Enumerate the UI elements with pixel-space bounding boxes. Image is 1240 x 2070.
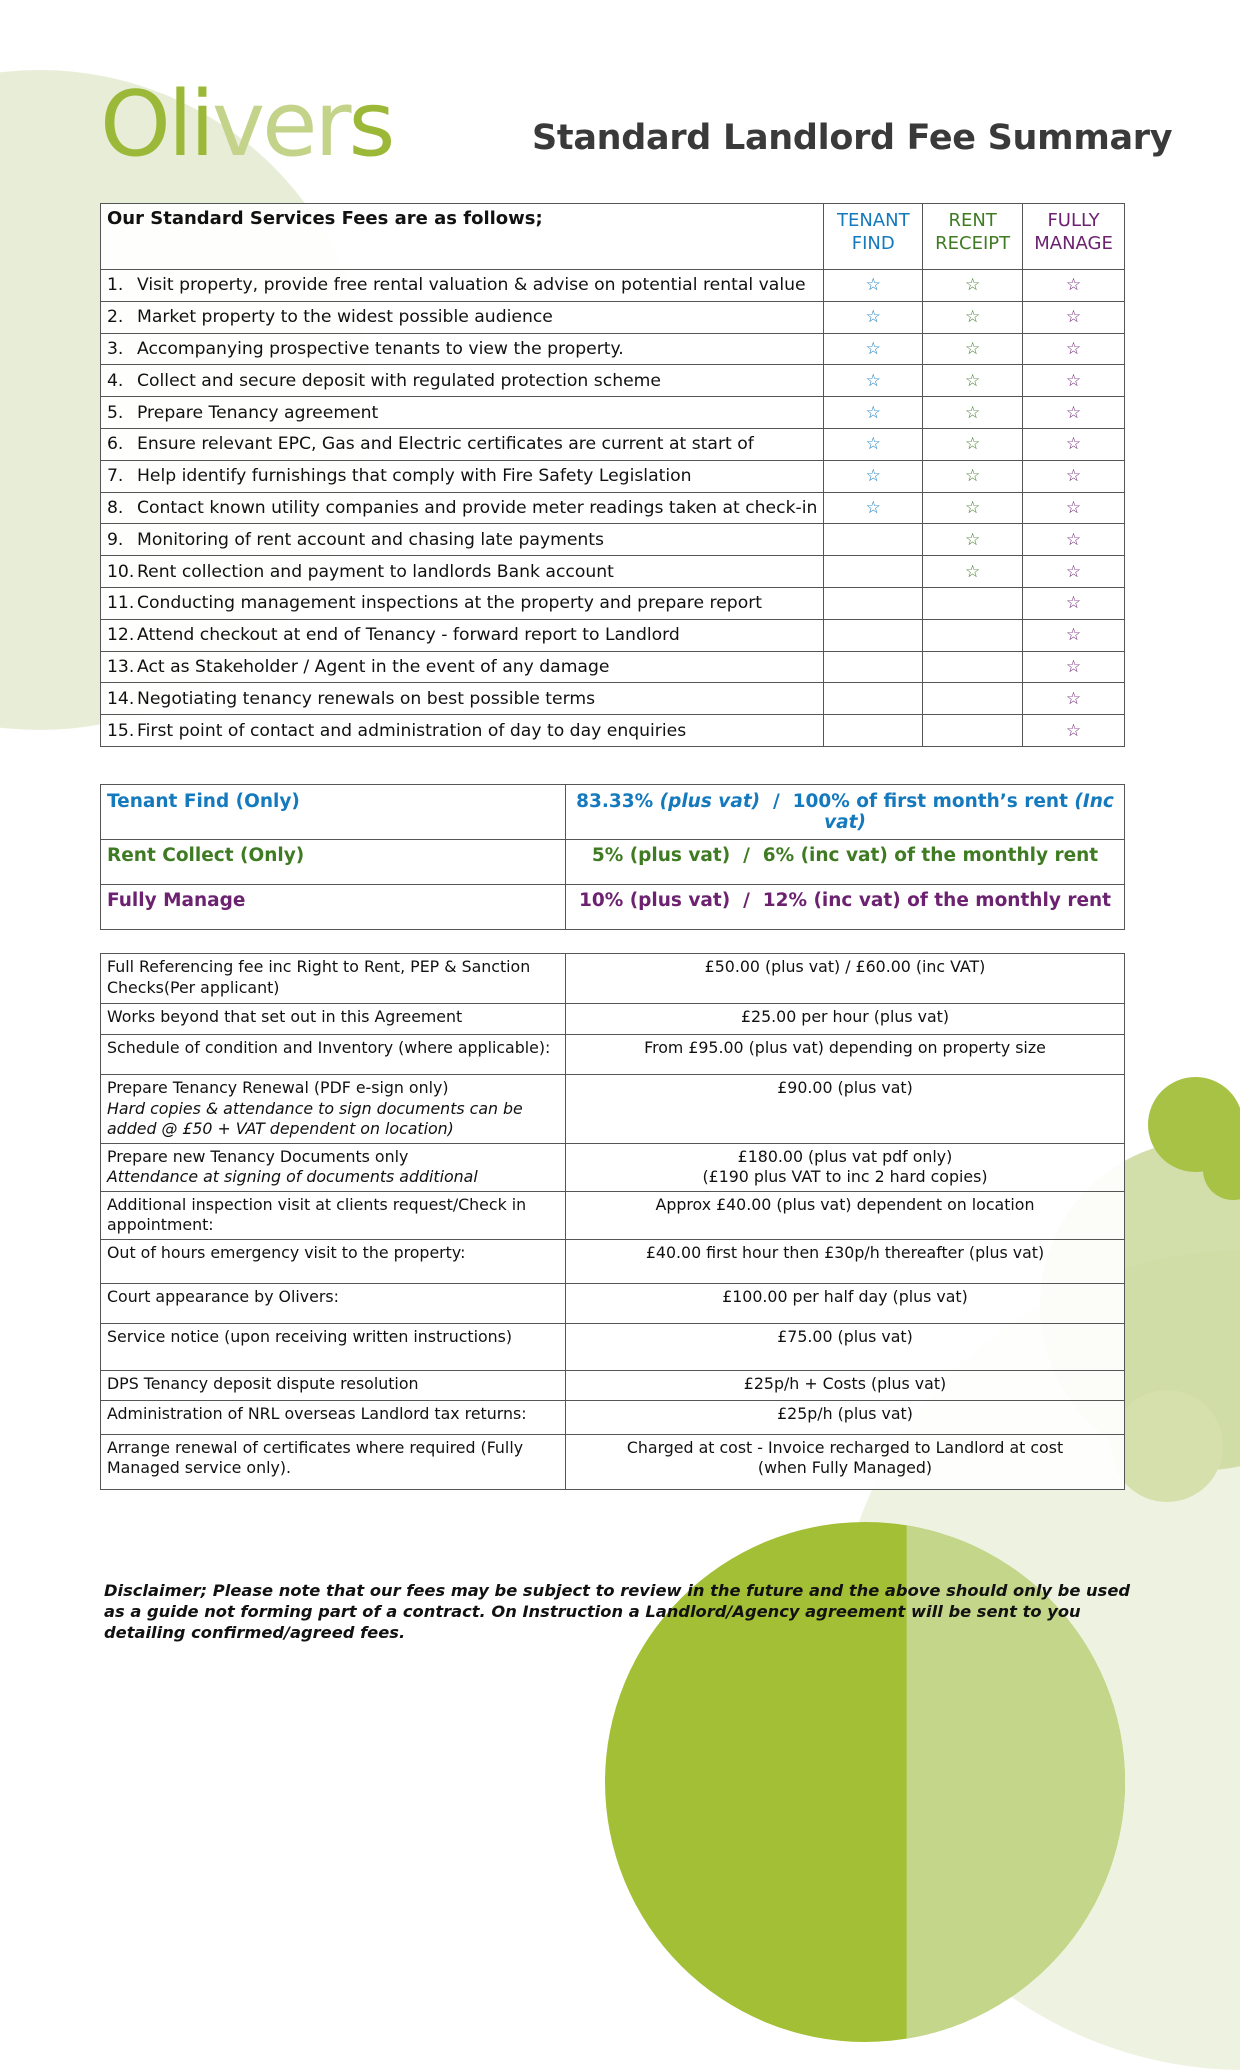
- service-description: [101, 524, 824, 556]
- service-number: 7.: [107, 466, 124, 487]
- fee-label: [101, 1400, 566, 1434]
- fee-price-text: (£190 plus VAT to inc 2 hard copies): [702, 1167, 988, 1187]
- service-text: Attend checkout at end of Tenancy - forward report to Landlord: [137, 625, 680, 646]
- included-cell-tenant-find: [824, 460, 923, 492]
- service-description: [101, 619, 824, 651]
- fee-price: [566, 1434, 1125, 1489]
- service-row: [101, 683, 1125, 715]
- service-text: Accompanying prospective tenants to view the property.: [137, 338, 624, 359]
- included-cell-fully-manage: [1023, 556, 1125, 588]
- fee-price-text: Approx £40.00 (plus vat) dependent on location: [655, 1194, 1035, 1214]
- included-cell-fully-manage: [1023, 333, 1125, 365]
- fee-price: [566, 1143, 1125, 1191]
- star-icon: ☆: [1065, 720, 1082, 741]
- service-description: [101, 428, 824, 460]
- star-icon: ☆: [1065, 529, 1082, 550]
- fee-price-text: £90.00 (plus vat): [777, 1078, 913, 1097]
- fee-price-text: From £95.00 (plus vat) depending on property size: [644, 1038, 1046, 1057]
- fee-price: [566, 1075, 1125, 1144]
- service-text: Visit property, provide free rental valuation & advise on potential rental value: [137, 275, 806, 296]
- included-cell-tenant-find: [824, 365, 923, 397]
- star-icon: ☆: [965, 370, 981, 391]
- service-row: [101, 428, 1125, 460]
- fee-price-text: £25p/h (plus vat): [777, 1403, 913, 1423]
- fee-price-text: (when Fully Managed): [757, 1458, 933, 1478]
- included-cell-rent-receipt: [923, 460, 1023, 492]
- fee-price: [566, 1239, 1125, 1283]
- star-icon: ☆: [965, 307, 981, 328]
- service-text: Conducting management inspections at the property and prepare report: [137, 593, 763, 614]
- fee-label-text: Full Referencing fee inc Right to Rent, PEP & Sanction Checks(Per applicant): [107, 957, 531, 997]
- included-cell-rent-receipt: [923, 556, 1023, 588]
- star-icon: ☆: [1065, 307, 1082, 328]
- service-number: 13.: [107, 656, 135, 677]
- star-icon: ☆: [965, 402, 981, 423]
- included-cell-tenant-find: [824, 524, 923, 556]
- included-cell-rent-receipt: [923, 397, 1023, 429]
- star-icon: ☆: [1065, 593, 1082, 614]
- included-cell-fully-manage: [1023, 651, 1125, 683]
- included-cell-tenant-find: [824, 492, 923, 524]
- service-number: 14.: [107, 688, 135, 709]
- service-number: 12.: [107, 625, 135, 646]
- service-text: Contact known utility companies and provide meter readings taken at check-in: [137, 497, 818, 518]
- fee-label-text: Administration of NRL overseas Landlord tax returns:: [107, 1403, 527, 1423]
- fee-price-text: £25.00 per hour (plus vat): [741, 1007, 949, 1026]
- fee-label: [101, 1035, 566, 1075]
- services-heading: Our Standard Services Fees are as follows;: [101, 204, 824, 270]
- star-icon: ☆: [1065, 561, 1082, 582]
- included-cell-tenant-find: [824, 619, 923, 651]
- fee-price: [566, 1323, 1125, 1370]
- olivers-logo: Olivers: [100, 72, 393, 177]
- column-header-fully-manage: FULLY MANAGE: [1023, 204, 1125, 270]
- star-icon: ☆: [865, 466, 881, 487]
- included-cell-fully-manage: [1023, 428, 1125, 460]
- service-number: 5.: [107, 402, 124, 423]
- star-icon: ☆: [965, 338, 981, 359]
- fee-price: [566, 1370, 1125, 1400]
- plan-price: 83.33% (plus vat) / 100% of first month’s rent (Inc vat): [566, 785, 1125, 840]
- additional-fees-table: [100, 953, 1125, 1490]
- fee-row: [101, 1075, 1125, 1144]
- star-icon: ☆: [1065, 275, 1082, 296]
- fee-label-text: Service notice (upon receiving written instructions): [107, 1326, 513, 1346]
- included-cell-rent-receipt: [923, 715, 1023, 747]
- service-text: Act as Stakeholder / Agent in the event of any damage: [137, 656, 610, 677]
- included-cell-fully-manage: [1023, 270, 1125, 302]
- fee-label: [101, 1283, 566, 1323]
- fee-label: [101, 1323, 566, 1370]
- included-cell-rent-receipt: [923, 619, 1023, 651]
- fee-label-text: Schedule of condition and Inventory (where applicable):: [107, 1038, 551, 1057]
- star-icon: ☆: [865, 434, 881, 455]
- fee-label-text: Out of hours emergency visit to the property:: [107, 1242, 466, 1262]
- included-cell-rent-receipt: [923, 587, 1023, 619]
- star-icon: ☆: [965, 497, 981, 518]
- included-cell-rent-receipt: [923, 524, 1023, 556]
- included-cell-tenant-find: [824, 397, 923, 429]
- star-icon: ☆: [965, 529, 981, 550]
- fee-price: [566, 1035, 1125, 1075]
- included-cell-rent-receipt: [923, 365, 1023, 397]
- disclaimer: Disclaimer; Please note that our fees may be subject to review in the future and the above should only be used as a guide not forming part of a contract. On Instruction a Landlord/Agency agreement will be sent to you detailing confirmed/agreed fees.: [104, 1581, 1131, 1643]
- service-row: [101, 619, 1125, 651]
- fee-price: [566, 1191, 1125, 1239]
- star-icon: ☆: [1065, 338, 1082, 359]
- fee-label-text: Additional inspection visit at clients request/Check in appointment:: [107, 1194, 527, 1235]
- plan-row-rent-collect: [101, 840, 1125, 885]
- service-text: Monitoring of rent account and chasing late payments: [137, 529, 604, 550]
- services-table: [100, 203, 1125, 747]
- service-row: [101, 460, 1125, 492]
- fee-price-text: £50.00 (plus vat) / £60.00 (inc VAT): [704, 957, 986, 976]
- fee-row: [101, 1370, 1125, 1400]
- included-cell-rent-receipt: [923, 333, 1023, 365]
- service-number: 8.: [107, 497, 124, 518]
- included-cell-tenant-find: [824, 301, 923, 333]
- fee-price-text: £25p/h + Costs (plus vat): [743, 1373, 947, 1393]
- included-cell-fully-manage: [1023, 397, 1125, 429]
- fee-price: [566, 1283, 1125, 1323]
- service-row: [101, 492, 1125, 524]
- included-cell-tenant-find: [824, 683, 923, 715]
- star-icon: ☆: [1065, 434, 1082, 455]
- included-cell-tenant-find: [824, 651, 923, 683]
- fee-row: [101, 1323, 1125, 1370]
- service-description: [101, 333, 824, 365]
- service-description: [101, 651, 824, 683]
- star-icon: ☆: [965, 561, 981, 582]
- service-number: 15.: [107, 720, 135, 741]
- plan-row-tenant-find: [101, 785, 1125, 840]
- service-description: [101, 460, 824, 492]
- included-cell-fully-manage: [1023, 715, 1125, 747]
- decorative-circle: [1111, 1390, 1223, 1502]
- service-description: [101, 492, 824, 524]
- star-icon: ☆: [965, 275, 981, 296]
- service-description: [101, 397, 824, 429]
- plan-name: Tenant Find (Only): [101, 785, 566, 840]
- included-cell-tenant-find: [824, 556, 923, 588]
- service-text: Prepare Tenancy agreement: [137, 402, 379, 423]
- service-description: [101, 587, 824, 619]
- included-cell-fully-manage: [1023, 683, 1125, 715]
- star-icon: ☆: [865, 338, 881, 359]
- fee-label-text: Arrange renewal of certificates where required (Fully Managed service only).: [107, 1437, 524, 1478]
- included-cell-rent-receipt: [923, 301, 1023, 333]
- service-number: 4.: [107, 370, 124, 391]
- star-icon: ☆: [1065, 370, 1082, 391]
- service-row: [101, 397, 1125, 429]
- plan-pricing-table: [100, 784, 1125, 930]
- plan-name: Fully Manage: [101, 885, 566, 930]
- star-icon: ☆: [965, 434, 981, 455]
- service-row: [101, 715, 1125, 747]
- fee-price-text: £40.00 first hour then £30p/h thereafter (plus vat): [645, 1242, 1045, 1262]
- fee-row: [101, 1239, 1125, 1283]
- star-icon: ☆: [1065, 625, 1082, 646]
- service-text: Market property to the widest possible audience: [137, 307, 553, 328]
- star-icon: ☆: [1065, 497, 1082, 518]
- fee-label: [101, 1370, 566, 1400]
- service-number: 10.: [107, 561, 135, 582]
- star-icon: ☆: [865, 402, 881, 423]
- fee-price-text: Charged at cost - Invoice recharged to Landlord at cost: [626, 1437, 1064, 1457]
- service-row: [101, 270, 1125, 302]
- services-header-row: [101, 204, 1125, 270]
- fee-row: [101, 1283, 1125, 1323]
- service-row: [101, 587, 1125, 619]
- fee-label-text: Prepare new Tenancy Documents only: [107, 1146, 409, 1166]
- fee-price: [566, 1400, 1125, 1434]
- column-header-tenant-find: TENANT FIND: [824, 204, 923, 270]
- fee-label: [101, 1239, 566, 1283]
- fee-label: [101, 1434, 566, 1489]
- service-number: 2.: [107, 307, 124, 328]
- included-cell-rent-receipt: [923, 683, 1023, 715]
- service-row: [101, 556, 1125, 588]
- fee-price: [566, 954, 1125, 1004]
- star-icon: ☆: [1065, 402, 1082, 423]
- service-text: Negotiating tenancy renewals on best possible terms: [137, 688, 596, 709]
- service-description: [101, 683, 824, 715]
- included-cell-tenant-find: [824, 587, 923, 619]
- included-cell-fully-manage: [1023, 301, 1125, 333]
- fee-label-text: Prepare Tenancy Renewal (PDF e-sign only): [107, 1078, 449, 1097]
- star-icon: ☆: [1065, 466, 1082, 487]
- included-cell-fully-manage: [1023, 365, 1125, 397]
- star-icon: ☆: [865, 370, 881, 391]
- fee-label-text: Works beyond that set out in this Agreement: [107, 1007, 463, 1026]
- plan-price: 5% (plus vat) / 6% (inc vat) of the monthly rent: [566, 840, 1125, 885]
- service-description: [101, 556, 824, 588]
- fee-price-text: £180.00 (plus vat pdf only): [737, 1146, 953, 1166]
- fee-row: [101, 1143, 1125, 1191]
- service-row: [101, 651, 1125, 683]
- included-cell-tenant-find: [824, 428, 923, 460]
- fee-label-text: DPS Tenancy deposit dispute resolution: [107, 1373, 419, 1393]
- included-cell-tenant-find: [824, 333, 923, 365]
- included-cell-tenant-find: [824, 715, 923, 747]
- star-icon: ☆: [865, 275, 881, 296]
- star-icon: ☆: [865, 307, 881, 328]
- fee-label: [101, 1075, 566, 1144]
- star-icon: ☆: [1065, 688, 1082, 709]
- included-cell-rent-receipt: [923, 270, 1023, 302]
- fee-price-text: £100.00 per half day (plus vat): [722, 1286, 968, 1306]
- fee-label: [101, 1004, 566, 1035]
- service-row: [101, 333, 1125, 365]
- plan-name: Rent Collect (Only): [101, 840, 566, 885]
- fee-label: [101, 1191, 566, 1239]
- service-description: [101, 270, 824, 302]
- included-cell-fully-manage: [1023, 460, 1125, 492]
- column-header-rent-receipt: RENT RECEIPT: [923, 204, 1023, 270]
- service-text: Ensure relevant EPC, Gas and Electric certificates are current at start of: [137, 434, 754, 455]
- fee-row: [101, 1035, 1125, 1075]
- included-cell-tenant-find: [824, 270, 923, 302]
- service-row: [101, 524, 1125, 556]
- fee-price: [566, 1004, 1125, 1035]
- fee-note: Attendance at signing of documents additional: [107, 1167, 478, 1187]
- plan-row-fully-manage: [101, 885, 1125, 930]
- fee-row: [101, 1004, 1125, 1035]
- included-cell-fully-manage: [1023, 492, 1125, 524]
- fee-row: [101, 1434, 1125, 1489]
- service-number: 11.: [107, 593, 135, 614]
- fee-label: [101, 1143, 566, 1191]
- fee-note: Hard copies & attendance to sign documents can be added @ £50 + VAT dependent on location): [107, 1098, 523, 1139]
- included-cell-rent-receipt: [923, 492, 1023, 524]
- service-text: Help identify furnishings that comply with Fire Safety Legislation: [137, 466, 692, 487]
- service-number: 3.: [107, 338, 124, 359]
- service-row: [101, 365, 1125, 397]
- plan-price: 10% (plus vat) / 12% (inc vat) of the monthly rent: [566, 885, 1125, 930]
- star-icon: ☆: [965, 466, 981, 487]
- service-description: [101, 715, 824, 747]
- fee-label: [101, 954, 566, 1004]
- included-cell-fully-manage: [1023, 619, 1125, 651]
- service-description: [101, 365, 824, 397]
- page-title: Standard Landlord Fee Summary: [532, 118, 1173, 158]
- service-number: 9.: [107, 529, 124, 550]
- included-cell-fully-manage: [1023, 524, 1125, 556]
- service-text: Collect and secure deposit with regulated protection scheme: [137, 370, 661, 391]
- star-icon: ☆: [865, 497, 881, 518]
- service-row: [101, 301, 1125, 333]
- service-text: Rent collection and payment to landlords Bank account: [137, 561, 614, 582]
- fee-row: [101, 954, 1125, 1004]
- star-icon: ☆: [1065, 656, 1082, 677]
- service-text: First point of contact and administration of day to day enquiries: [137, 720, 687, 741]
- fee-row: [101, 1191, 1125, 1239]
- fee-row: [101, 1400, 1125, 1434]
- service-description: [101, 301, 824, 333]
- included-cell-rent-receipt: [923, 428, 1023, 460]
- service-number: 1.: [107, 275, 124, 296]
- service-number: 6.: [107, 434, 124, 455]
- included-cell-rent-receipt: [923, 651, 1023, 683]
- fee-price-text: £75.00 (plus vat): [777, 1326, 913, 1346]
- fee-label-text: Court appearance by Olivers:: [107, 1286, 339, 1306]
- included-cell-fully-manage: [1023, 587, 1125, 619]
